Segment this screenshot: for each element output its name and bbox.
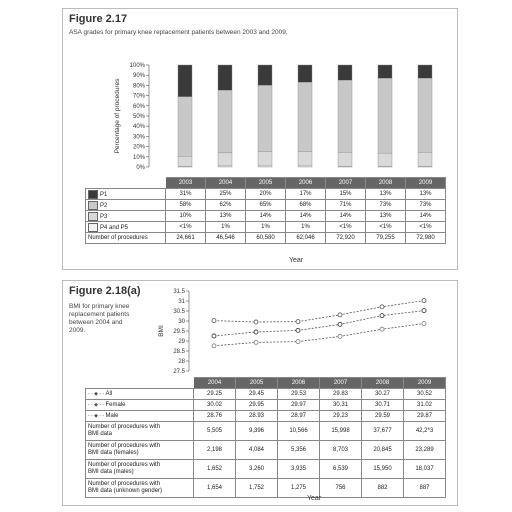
bar-segment-p3 bbox=[218, 153, 232, 166]
table-cell: 5,505 bbox=[194, 422, 236, 441]
x-axis-label: Year bbox=[289, 257, 304, 264]
bmi-data-table bbox=[85, 377, 446, 498]
y-tick-label: 27.5 bbox=[173, 369, 185, 375]
bar-segment-p4-and-p5 bbox=[218, 166, 232, 167]
table-cell: 28.97 bbox=[278, 411, 320, 422]
table-cell: 13% bbox=[206, 211, 246, 222]
bar-segment-p4-and-p5 bbox=[298, 166, 312, 167]
y-tick-label: 10% bbox=[132, 154, 145, 161]
table-cell: 73% bbox=[406, 200, 446, 211]
table-cell: 30.02 bbox=[194, 400, 236, 411]
row-label bbox=[86, 441, 194, 460]
legend-label: Male bbox=[105, 413, 119, 419]
table-cell: 29.97 bbox=[278, 400, 320, 411]
y-tick-label: 30 bbox=[178, 319, 185, 325]
data-point-all bbox=[212, 334, 216, 338]
row-label bbox=[86, 222, 166, 233]
subtitle-line: BMI for primary knee bbox=[69, 303, 130, 310]
table-cell: 10% bbox=[166, 211, 206, 222]
y-tick-label: 60% bbox=[132, 103, 145, 110]
table-cell: 15,998 bbox=[320, 422, 362, 441]
table-cell: 79,255 bbox=[366, 233, 406, 244]
table-cell: 1,654 bbox=[194, 479, 236, 498]
table-cell: 29.25 bbox=[194, 389, 236, 400]
table-cell: 1,275 bbox=[278, 479, 320, 498]
row-label-line: BMI data (unknown gender) bbox=[88, 488, 163, 494]
asa-data-table bbox=[85, 177, 446, 244]
table-cell: <1% bbox=[166, 222, 206, 233]
table-cell: 9,396 bbox=[236, 422, 278, 441]
year-header: 2006 bbox=[278, 378, 320, 389]
year-header: 2008 bbox=[362, 378, 404, 389]
table-cell: 5,356 bbox=[278, 441, 320, 460]
bar-segment-p2 bbox=[178, 97, 192, 156]
table-cell: 14% bbox=[286, 211, 326, 222]
data-point-male bbox=[422, 322, 426, 326]
row-label bbox=[86, 411, 194, 422]
table-cell: 31.02 bbox=[404, 400, 446, 411]
table-cell: 6,539 bbox=[320, 460, 362, 479]
bar-segment-p3 bbox=[418, 152, 432, 166]
table-cell: 42,2*3 bbox=[404, 422, 446, 441]
table-cell: 31% bbox=[166, 189, 206, 200]
y-tick-label: 31.5 bbox=[173, 289, 185, 295]
table-cell: 3,935 bbox=[278, 460, 320, 479]
data-point-female bbox=[296, 320, 300, 324]
legend-swatch bbox=[88, 223, 98, 232]
series-line-male bbox=[214, 324, 424, 346]
table-cell: 13% bbox=[366, 189, 406, 200]
legend-marker-icon: - - ◆ - - bbox=[88, 413, 106, 419]
year-header: 2005 bbox=[236, 378, 278, 389]
table-row bbox=[86, 189, 446, 200]
y-tick-label: 100% bbox=[129, 63, 145, 69]
table-row-procedures bbox=[86, 233, 446, 244]
y-tick-label: 70% bbox=[132, 93, 145, 100]
bar-segment-p4-and-p5 bbox=[378, 166, 392, 167]
data-point-all bbox=[338, 322, 342, 326]
bar-segment-p4-and-p5 bbox=[338, 166, 352, 167]
figure-subtitle: ASA grades for primary knee replacement patients between 2003 and 2009. bbox=[69, 29, 288, 36]
y-tick-label: 30.5 bbox=[173, 309, 185, 315]
table-cell: 17% bbox=[286, 189, 326, 200]
table-cell: 60,580 bbox=[246, 233, 286, 244]
row-label bbox=[86, 189, 166, 200]
legend-label: P3 bbox=[100, 213, 108, 220]
table-cell: 37,677 bbox=[362, 422, 404, 441]
table-row bbox=[86, 222, 446, 233]
data-point-all bbox=[296, 328, 300, 332]
bar-segment-p4-and-p5 bbox=[178, 166, 192, 167]
table-cell: 1% bbox=[206, 222, 246, 233]
y-axis-label: BMI bbox=[158, 325, 165, 337]
row-label bbox=[86, 200, 166, 211]
table-cell: 72,920 bbox=[326, 233, 366, 244]
figure-2-17-panel bbox=[62, 8, 458, 270]
y-axis-label: Percentage of procedures bbox=[114, 78, 121, 154]
data-point-male bbox=[212, 344, 216, 348]
table-row-procedures bbox=[86, 422, 446, 441]
y-tick-label: 80% bbox=[132, 83, 145, 90]
bar-segment-p1 bbox=[258, 65, 272, 85]
year-header: 2009 bbox=[404, 378, 446, 389]
data-point-female bbox=[212, 319, 216, 323]
y-tick-label: 31 bbox=[178, 299, 185, 305]
year-header: 2004 bbox=[206, 178, 246, 189]
y-tick-label: 28 bbox=[178, 359, 185, 365]
table-cell: 58% bbox=[166, 200, 206, 211]
bar-segment-p2 bbox=[418, 78, 432, 152]
table-cell: 23,289 bbox=[404, 441, 446, 460]
table-cell: 756 bbox=[320, 479, 362, 498]
table-cell: 62% bbox=[206, 200, 246, 211]
table-cell: 29.53 bbox=[278, 389, 320, 400]
table-row bbox=[86, 200, 446, 211]
table-cell: 14% bbox=[246, 211, 286, 222]
data-point-male bbox=[338, 334, 342, 338]
data-point-male bbox=[296, 340, 300, 344]
table-cell: 29.83 bbox=[320, 389, 362, 400]
table-cell: 8,703 bbox=[320, 441, 362, 460]
table-cell: 62,046 bbox=[286, 233, 326, 244]
figure-2-18a-panel bbox=[62, 280, 458, 506]
legend-label: Female bbox=[105, 402, 126, 408]
table-cell: 887 bbox=[404, 479, 446, 498]
table-cell: 30.52 bbox=[404, 389, 446, 400]
table-cell: 73% bbox=[366, 200, 406, 211]
year-header-row bbox=[86, 178, 446, 189]
data-point-female bbox=[422, 299, 426, 303]
table-row bbox=[86, 389, 446, 400]
table-cell: <1% bbox=[366, 222, 406, 233]
row-label-line: BMI data (females) bbox=[88, 450, 139, 456]
table-cell: 882 bbox=[362, 479, 404, 498]
table-cell: 14% bbox=[326, 211, 366, 222]
bar-segment-p3 bbox=[378, 153, 392, 166]
data-point-all bbox=[254, 330, 258, 334]
y-tick-label: 30% bbox=[132, 134, 145, 141]
y-tick-label: 20% bbox=[132, 144, 145, 151]
table-cell: 20% bbox=[246, 189, 286, 200]
table-cell: 30.71 bbox=[362, 400, 404, 411]
legend-swatch bbox=[88, 190, 98, 199]
legend-swatch bbox=[88, 201, 98, 210]
year-header: 2005 bbox=[246, 178, 286, 189]
bar-segment-p3 bbox=[338, 152, 352, 166]
bar-segment-p4-and-p5 bbox=[418, 166, 432, 167]
legend-marker-icon: - - ◆ - - bbox=[88, 391, 106, 397]
table-row-procedures bbox=[86, 441, 446, 460]
y-tick-label: 29.5 bbox=[173, 329, 185, 335]
table-cell: 20,845 bbox=[362, 441, 404, 460]
bar-segment-p2 bbox=[258, 85, 272, 151]
table-cell: 28.76 bbox=[194, 411, 236, 422]
legend-label: P1 bbox=[100, 191, 108, 198]
table-cell: <1% bbox=[406, 222, 446, 233]
table-cell: 24,661 bbox=[166, 233, 206, 244]
table-cell: 18,037 bbox=[404, 460, 446, 479]
data-point-male bbox=[380, 327, 384, 331]
year-header: 2007 bbox=[326, 178, 366, 189]
table-cell: 72,980 bbox=[406, 233, 446, 244]
table-cell: 29.95 bbox=[236, 400, 278, 411]
figure-title: Figure 2.17 bbox=[69, 13, 128, 25]
asa-stacked-bar-chart bbox=[63, 9, 457, 189]
legend-label: All bbox=[105, 391, 113, 397]
subtitle-line: between 2004 and bbox=[69, 319, 123, 326]
row-label-line: BMI data (males) bbox=[88, 469, 134, 475]
series-line-female bbox=[214, 301, 424, 322]
data-point-all bbox=[380, 314, 384, 318]
table-cell: 29.87 bbox=[404, 411, 446, 422]
legend-label: P2 bbox=[100, 202, 108, 209]
row-label-line: BMI data bbox=[88, 431, 113, 437]
bar-segment-p1 bbox=[218, 65, 232, 90]
table-row bbox=[86, 211, 446, 222]
bar-segment-p1 bbox=[338, 65, 352, 80]
row-label-line: Number of procedures with bbox=[88, 443, 161, 449]
data-point-female bbox=[338, 313, 342, 317]
bmi-line-chart bbox=[63, 281, 457, 381]
bar-segment-p1 bbox=[378, 65, 392, 78]
table-cell: 1% bbox=[246, 222, 286, 233]
row-label bbox=[86, 460, 194, 479]
bar-segment-p4-and-p5 bbox=[258, 166, 272, 167]
table-cell: 30.31 bbox=[320, 400, 362, 411]
table-cell: 1,752 bbox=[236, 479, 278, 498]
table-cell: 14% bbox=[406, 211, 446, 222]
data-point-all bbox=[422, 309, 426, 313]
data-point-female bbox=[380, 305, 384, 309]
figure-title: Figure 2.18(a) bbox=[69, 285, 141, 297]
row-label bbox=[86, 389, 194, 400]
bar-segment-p1 bbox=[418, 65, 432, 78]
table-row bbox=[86, 400, 446, 411]
table-cell: 29.23 bbox=[320, 411, 362, 422]
bar-segment-p3 bbox=[258, 152, 272, 166]
table-cell: 1,652 bbox=[194, 460, 236, 479]
bar-segment-p2 bbox=[378, 78, 392, 153]
table-cell: 2,198 bbox=[194, 441, 236, 460]
data-point-female bbox=[254, 320, 258, 324]
table-cell: 68% bbox=[286, 200, 326, 211]
bar-segment-p1 bbox=[178, 65, 192, 97]
table-cell: 29.45 bbox=[236, 389, 278, 400]
table-cell: 46,546 bbox=[206, 233, 246, 244]
table-cell: 3,260 bbox=[236, 460, 278, 479]
table-cell: 13% bbox=[366, 211, 406, 222]
year-header: 2008 bbox=[366, 178, 406, 189]
row-label-line: Number of procedures with bbox=[88, 481, 161, 487]
table-cell: 13% bbox=[406, 189, 446, 200]
y-tick-label: 40% bbox=[132, 124, 145, 131]
table-row bbox=[86, 411, 446, 422]
row-label: Number of procedures bbox=[86, 233, 166, 244]
y-tick-label: 29 bbox=[178, 339, 185, 345]
row-label-line: Number of procedures with bbox=[88, 462, 161, 468]
row-label bbox=[86, 479, 194, 498]
year-header: 2003 bbox=[166, 178, 206, 189]
row-label bbox=[86, 400, 194, 411]
bar-segment-p2 bbox=[218, 90, 232, 153]
bar-segment-p1 bbox=[298, 65, 312, 82]
y-tick-label: 0% bbox=[136, 165, 145, 171]
table-cell: 1% bbox=[286, 222, 326, 233]
subtitle-line: replacement patients bbox=[69, 311, 130, 318]
table-row-procedures bbox=[86, 460, 446, 479]
y-tick-label: 90% bbox=[132, 73, 145, 80]
subtitle-line: 2009. bbox=[69, 327, 86, 334]
bar-segment-p3 bbox=[178, 156, 192, 166]
year-header: 2006 bbox=[286, 178, 326, 189]
table-row-procedures bbox=[86, 479, 446, 498]
series-line-all bbox=[214, 311, 424, 336]
table-cell: 4,084 bbox=[236, 441, 278, 460]
table-cell: 28.93 bbox=[236, 411, 278, 422]
legend-label: P4 and P5 bbox=[100, 224, 129, 231]
x-axis-label: Year bbox=[307, 495, 322, 502]
table-cell: 15,950 bbox=[362, 460, 404, 479]
y-tick-label: 50% bbox=[132, 114, 145, 120]
table-cell: 10,566 bbox=[278, 422, 320, 441]
row-label bbox=[86, 211, 166, 222]
legend-marker-icon: - - ◆ - - bbox=[88, 402, 106, 408]
legend-swatch bbox=[88, 212, 98, 221]
row-label-line: Number of procedures with bbox=[88, 424, 161, 430]
bar-segment-p2 bbox=[338, 80, 352, 152]
table-cell: 15% bbox=[326, 189, 366, 200]
bar-segment-p2 bbox=[298, 82, 312, 151]
table-cell: 25% bbox=[206, 189, 246, 200]
row-label bbox=[86, 422, 194, 441]
year-header-row bbox=[86, 378, 446, 389]
year-header: 2007 bbox=[320, 378, 362, 389]
table-cell: 65% bbox=[246, 200, 286, 211]
bar-segment-p3 bbox=[298, 152, 312, 166]
year-header: 2004 bbox=[194, 378, 236, 389]
year-header: 2009 bbox=[406, 178, 446, 189]
y-tick-label: 28.5 bbox=[173, 349, 185, 355]
table-cell: 30.27 bbox=[362, 389, 404, 400]
table-cell: 71% bbox=[326, 200, 366, 211]
table-cell: 29.59 bbox=[362, 411, 404, 422]
data-point-male bbox=[254, 340, 258, 344]
table-cell: <1% bbox=[326, 222, 366, 233]
